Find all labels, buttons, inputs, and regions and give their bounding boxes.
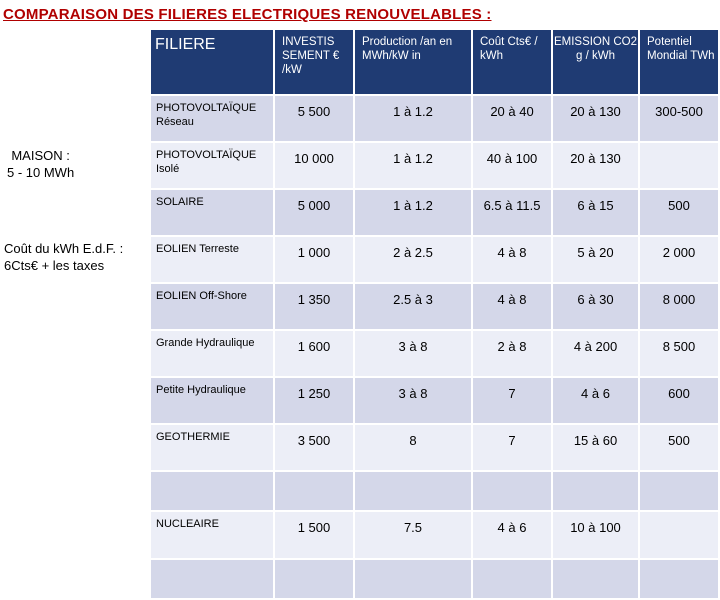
table-row [151, 96, 720, 143]
cout-cell: 7 [473, 378, 553, 425]
cout-cell: 4 à 8 [473, 284, 553, 331]
production-cell: 7.5 [355, 512, 473, 560]
empty-cell [355, 560, 473, 600]
table-row [151, 331, 720, 378]
production-cell: 3 à 8 [355, 378, 473, 425]
emission-cell: 15 à 60 [553, 425, 640, 472]
invest-cell: 1 600 [275, 331, 355, 378]
table-row [151, 378, 720, 425]
emission-cell: 6 à 15 [553, 190, 640, 237]
emission-cell: 4 à 200 [553, 331, 640, 378]
potentiel-cell: 300-500 [640, 96, 720, 143]
invest-cell: 1 000 [275, 237, 355, 284]
filiere-cell: PHOTOVOLTAÏQUE Isolé [151, 143, 275, 190]
production-cell: 2.5 à 3 [355, 284, 473, 331]
table-row [151, 512, 720, 560]
potentiel-cell: 600 [640, 378, 720, 425]
production-cell: 1 à 1.2 [355, 143, 473, 190]
filiere-cell: PHOTOVOLTAÏQUE Réseau [151, 96, 275, 143]
invest-cell: 1 500 [275, 512, 355, 560]
table-row-empty [151, 560, 720, 600]
empty-cell [275, 560, 355, 600]
table-row [151, 425, 720, 472]
cout-cell: 4 à 8 [473, 237, 553, 284]
table-row [151, 143, 720, 190]
header-investissement: INVESTIS SEMENT € /kW [275, 30, 355, 96]
table-row-empty [151, 472, 720, 512]
emission-cell: 20 à 130 [553, 96, 640, 143]
invest-cell: 1 350 [275, 284, 355, 331]
empty-cell [473, 472, 553, 512]
filiere-cell: SOLAIRE [151, 190, 275, 237]
potentiel-cell [640, 512, 720, 560]
empty-cell [151, 472, 275, 512]
filiere-cell: EOLIEN Off-Shore [151, 284, 275, 331]
cout-cell: 6.5 à 11.5 [473, 190, 553, 237]
page-title: COMPARAISON DES FILIERES ELECTRIQUES RENOUVELABLES : [3, 6, 492, 23]
production-cell: 1 à 1.2 [355, 190, 473, 237]
potentiel-cell: 8 500 [640, 331, 720, 378]
house-value: 5 - 10 MWh [7, 165, 75, 180]
production-cell: 2 à 2.5 [355, 237, 473, 284]
potentiel-cell [640, 143, 720, 190]
empty-cell [355, 472, 473, 512]
emission-cell: 5 à 20 [553, 237, 640, 284]
header-potentiel: Potentiel Mondial TWh [640, 30, 720, 96]
table-row [151, 190, 720, 237]
edf-cost-label: Coût du kWh E.d.F. : [4, 241, 124, 256]
table-header-row [151, 30, 720, 96]
filiere-cell: Grande Hydraulique [151, 331, 275, 378]
emission-cell: 6 à 30 [553, 284, 640, 331]
cout-cell: 4 à 6 [473, 512, 553, 560]
production-cell: 1 à 1.2 [355, 96, 473, 143]
empty-cell [640, 472, 720, 512]
invest-cell: 1 250 [275, 378, 355, 425]
emission-cell: 20 à 130 [553, 143, 640, 190]
filiere-cell: Petite Hydraulique [151, 378, 275, 425]
cout-cell: 40 à 100 [473, 143, 553, 190]
house-consumption-note [7, 147, 74, 181]
edf-cost-note [4, 240, 123, 274]
comparison-table [151, 30, 720, 600]
header-emission: EMISSION CO2 g / kWh [553, 30, 640, 96]
filiere-cell: NUCLEAIRE [151, 512, 275, 560]
invest-cell: 5 500 [275, 96, 355, 143]
empty-cell [151, 560, 275, 600]
empty-cell [553, 560, 640, 600]
invest-cell: 5 000 [275, 190, 355, 237]
empty-cell [553, 472, 640, 512]
emission-cell: 4 à 6 [553, 378, 640, 425]
table-row [151, 284, 720, 331]
empty-cell [275, 472, 355, 512]
header-production: Production /an en MWh/kW in [355, 30, 473, 96]
potentiel-cell: 2 000 [640, 237, 720, 284]
filiere-cell: EOLIEN Terreste [151, 237, 275, 284]
production-cell: 8 [355, 425, 473, 472]
emission-cell: 10 à 100 [553, 512, 640, 560]
invest-cell: 10 000 [275, 143, 355, 190]
edf-cost-value: 6Cts€ + les taxes [4, 258, 105, 273]
house-label: MAISON : [11, 148, 70, 163]
cout-cell: 7 [473, 425, 553, 472]
production-cell: 3 à 8 [355, 331, 473, 378]
header-cout: Coût Cts€ / kWh [473, 30, 553, 96]
cout-cell: 2 à 8 [473, 331, 553, 378]
filiere-cell: GEOTHERMIE [151, 425, 275, 472]
cout-cell: 20 à 40 [473, 96, 553, 143]
header-filiere: FILIERE [151, 30, 275, 96]
potentiel-cell: 500 [640, 190, 720, 237]
potentiel-cell: 8 000 [640, 284, 720, 331]
invest-cell: 3 500 [275, 425, 355, 472]
table-row [151, 237, 720, 284]
potentiel-cell: 500 [640, 425, 720, 472]
empty-cell [640, 560, 720, 600]
empty-cell [473, 560, 553, 600]
